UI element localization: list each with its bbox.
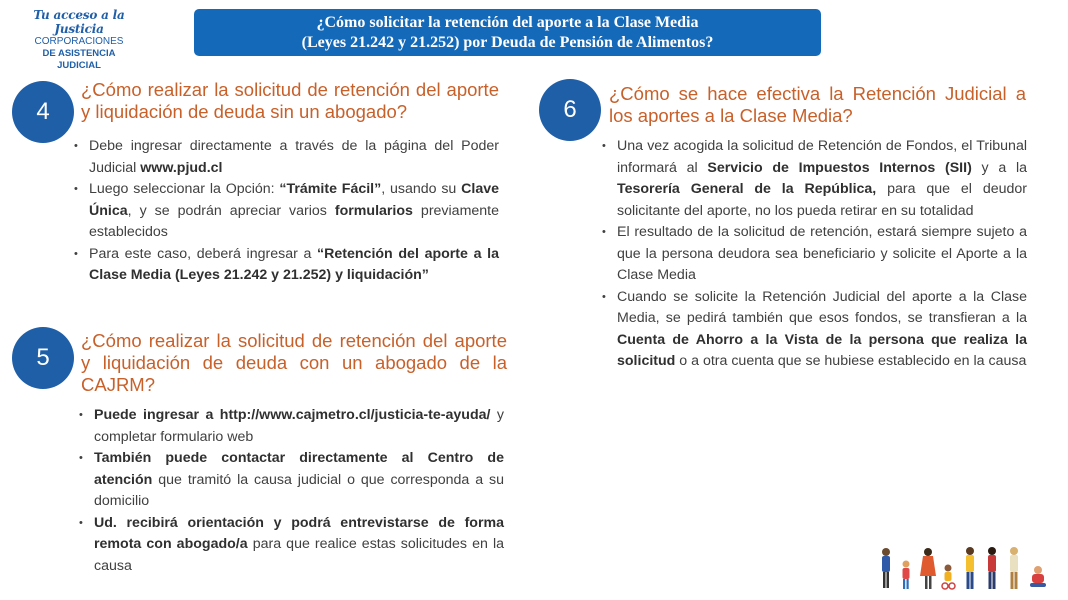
section6-bullet1: • Una vez acogida la solicitud de Retención de Fondos, el Tribunal informará al Servicio de Impuestos Internos (SII) y a la Tesorería General de la República, para que el deudor solicitante del aporte, no los pueda retirar en su totalidad bbox=[600, 136, 1027, 222]
child-icon bbox=[903, 561, 910, 590]
title-banner bbox=[194, 9, 821, 56]
section6-bullet3: • Cuando se solicite la Retención Judicial del aporte a la Clase Media, se pedirá también que esos fondos, se transfieran a la Cuenta de Ahorro a la Vista de la persona que realiza la solicitud o a otra cuenta que se hubiese establecido en la causa bbox=[600, 287, 1027, 373]
logo bbox=[8, 8, 150, 72]
section5-number: 5 bbox=[12, 327, 74, 389]
section5-bullet2: • También puede contactar directamente al Centro de atención que tramitó la causa judicial o que corresponda a su domicilio bbox=[77, 448, 504, 513]
section5-title: ¿Cómo realizar la solicitud de retención del aporte y liquidación de deuda con un abogado de la CAJRM? bbox=[81, 330, 507, 395]
section5-bullet1: • Puede ingresar a http://www.cajmetro.cl/justicia-te-ayuda/ y completar formulario web bbox=[77, 405, 504, 448]
section4-bullet1: • Debe ingresar directamente a través de la página del Poder Judicial www.pjud.cl bbox=[72, 136, 499, 179]
section6-bullet2: • El resultado de la solicitud de retención, estará siempre sujeto a que la persona deudora sea beneficiario y solicite el Aporte a la Clase Media bbox=[600, 222, 1027, 287]
logo-org-line1: CORPORACIONES bbox=[34, 36, 124, 47]
section5-list bbox=[77, 405, 504, 577]
logo-org-line3: JUDICIAL bbox=[57, 60, 101, 71]
person-icon bbox=[988, 547, 996, 589]
section6-list bbox=[600, 136, 1027, 373]
child-icon bbox=[942, 565, 955, 590]
section6-number: 6 bbox=[539, 79, 601, 141]
banner-line1: ¿Cómo solicitar la retención del aporte a la Clase Media bbox=[316, 13, 699, 31]
person-icon bbox=[920, 548, 936, 589]
people-illustration bbox=[878, 544, 1054, 592]
section4-number: 4 bbox=[12, 81, 74, 143]
person-icon bbox=[1030, 566, 1046, 587]
section4-list bbox=[72, 136, 499, 287]
logo-tagline: Tu acceso a la Justicia bbox=[33, 8, 125, 36]
person-icon bbox=[882, 548, 890, 588]
section6-title: ¿Cómo se hace efectiva la Retención Judicial a los aportes a la Clase Media? bbox=[609, 83, 1026, 126]
section4-bullet3: • Para este caso, deberá ingresar a “Retención del aporte a la Clase Media (Leyes 21.242 y 21.252) y liquidación” bbox=[72, 244, 499, 287]
banner-line2: (Leyes 21.242 y 21.252) por Deuda de Pensión de Alimentos? bbox=[301, 33, 714, 51]
logo-org-line2: DE ASISTENCIA bbox=[42, 48, 116, 59]
section5-bullet3: • Ud. recibirá orientación y podrá entrevistarse de forma remota con abogado/a para que realice estas solicitudes en la causa bbox=[77, 513, 504, 578]
person-icon bbox=[1010, 547, 1018, 589]
section4-title: ¿Cómo realizar la solicitud de retención del aporte y liquidación de deuda sin un abogado? bbox=[81, 79, 499, 122]
person-icon bbox=[966, 547, 974, 589]
section4-bullet2: • Luego seleccionar la Opción: “Trámite Fácil”, usando su Clave Única, y se podrán apreciar varios formularios previamente establecidos bbox=[72, 179, 499, 244]
